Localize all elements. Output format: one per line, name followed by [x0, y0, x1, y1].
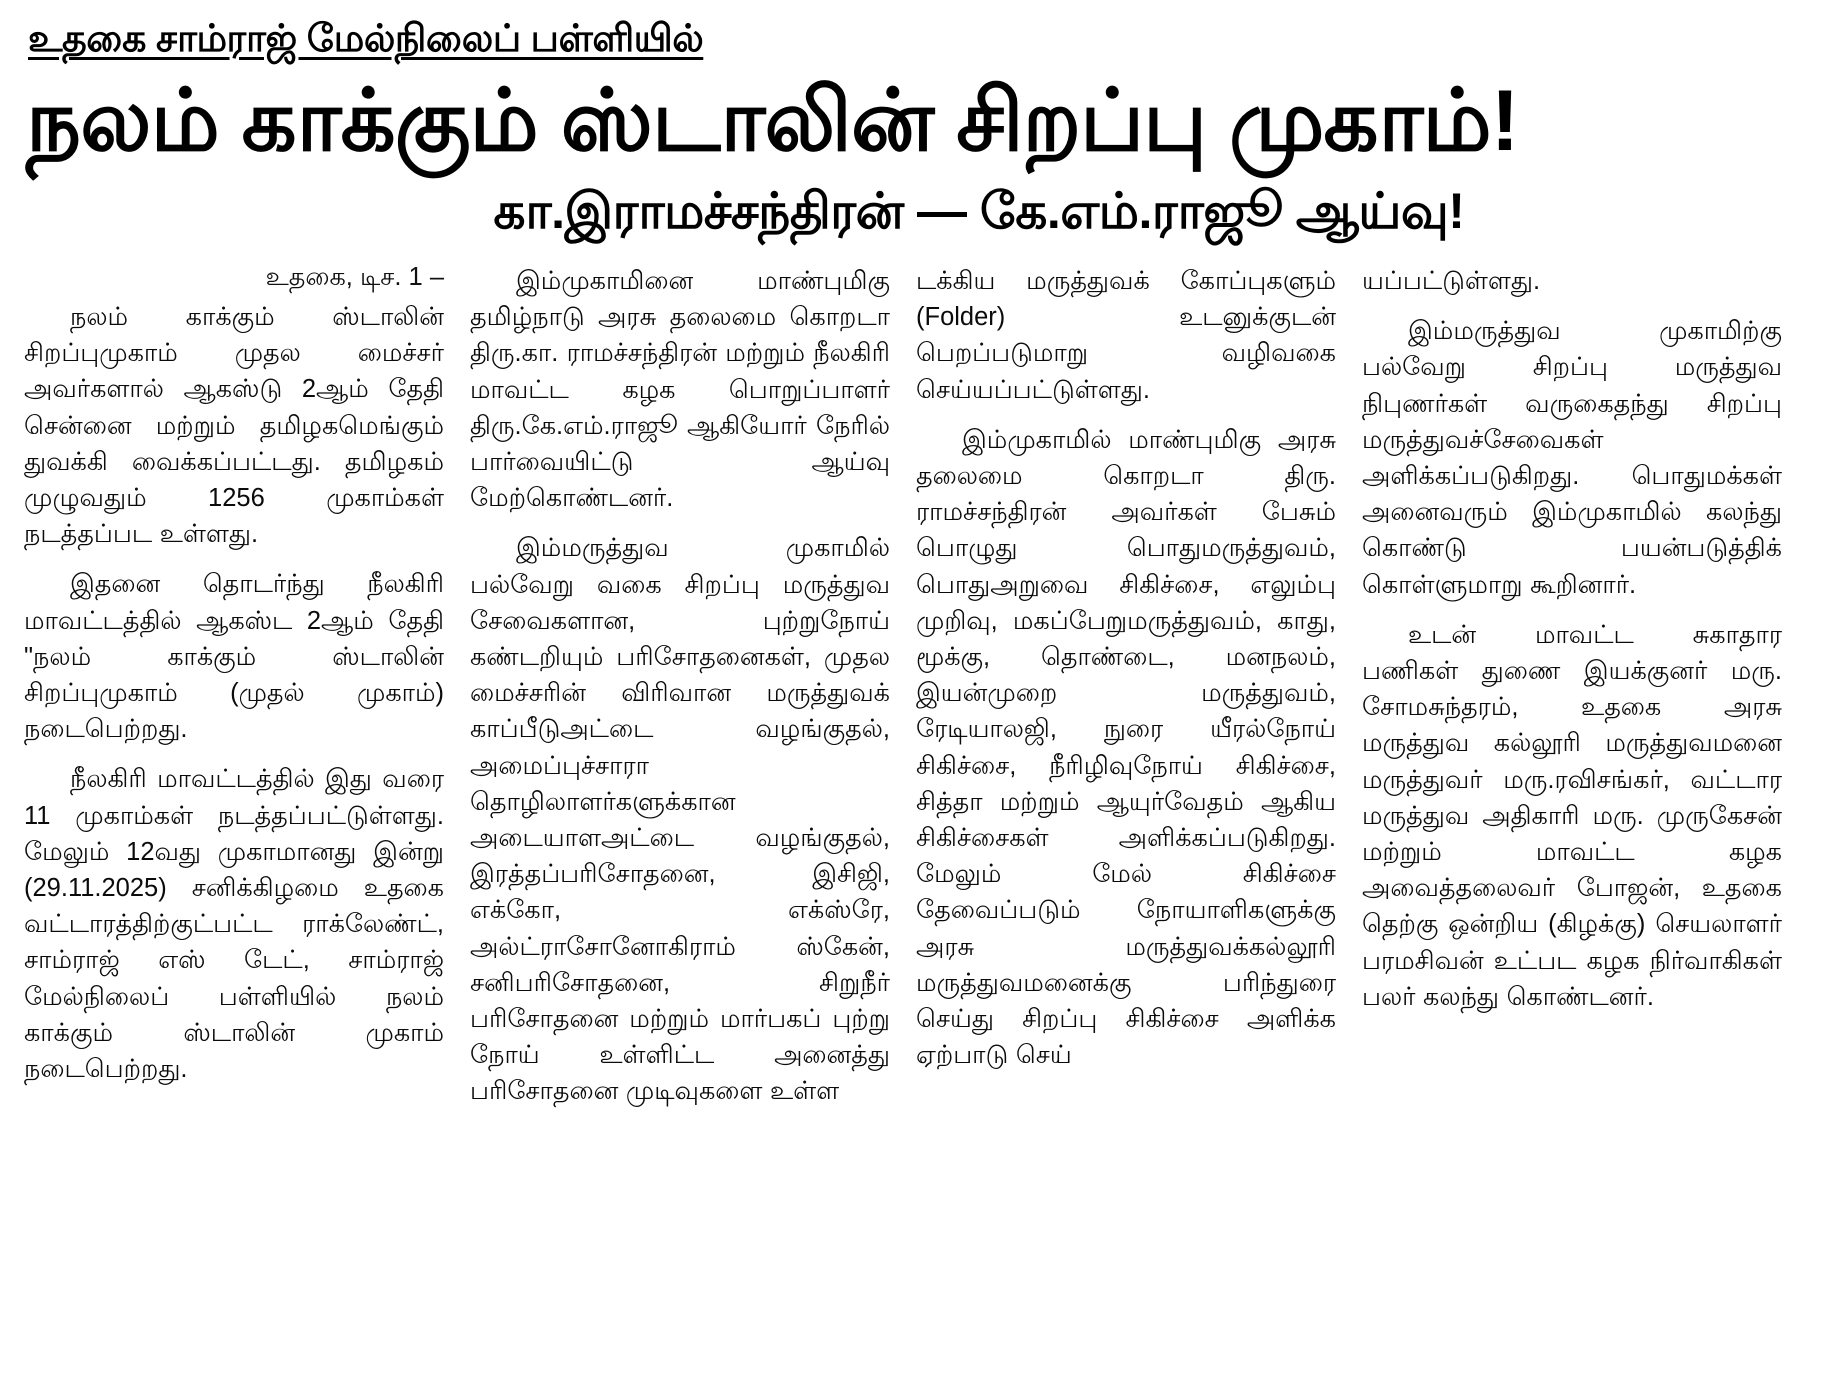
paragraph: இம்மருத்துவ முகாமிற்கு பல்வேறு சிறப்பு மருத்துவ நிபுணர்கள் வருகைதந்து சிறப்பு மருத்துவச்சேவைகள் அளிக்கப்படுகிறது. பொதுமக்கள் அனைவரும் இம்முகாமில் கலந்து கொண்டு பயன்படுத்திக் கொள்ளுமாறு கூறினார். [1362, 317, 1782, 599]
paragraph: டக்கிய மருத்துவக் கோப்புகளும் (Folder) உடனுக்குடன் பெறப்படுமாறு வழிவகை செய்யப்பட்டுள்ளது. [916, 266, 1336, 404]
paragraph: இம்முகாமினை மாண்புமிகு தமிழ்நாடு அரசு தலைமை கொறடா திரு.கா. ராமச்சந்திரன் மற்றும் நீலகிரி மாவட்ட கழக பொறுப்பாளர் திரு.கே.எம்.ராஜூ ஆகியோர் நேரில் பார்வையிட்டு ஆய்வு மேற்கொண்டனர். [470, 266, 890, 513]
article-kicker: உதகை சாம்ராஜ் மேல்நிலைப் பள்ளியில் [28, 18, 704, 60]
article-column-4 [1362, 263, 1782, 1029]
paragraph: நலம் காக்கும் ஸ்டாலின் சிறப்புமுகாம் முதல மைச்சர் அவர்களால் ஆகஸ்டு 2ஆம் தேதி சென்னை மற்றும் தமிழகமெங்கும் துவக்கி வைக்கப்பட்டது. தமிழகம் முழுவதும் 1256 முகாம்கள் நடத்தப்பட உள்ளது. [24, 302, 444, 549]
paragraph: இம்மருத்துவ முகாமில் பல்வேறு வகை சிறப்பு மருத்துவ சேவைகளான, புற்றுநோய் கண்டறியும் பரிசோதனைகள், முதல மைச்சரின் விரிவான மருத்துவக் காப்பீடுஅட்டை வழங்குதல், அமைப்புச்சாரா தொழிலாளர்களுக்கான அடையாளஅட்டை வழங்குதல், இரத்தப்பரிசோதனை, இசிஜி, எக்கோ, எக்ஸ்ரே, அல்ட்ராசோனோகிராம் ஸ்கேன், சனிபரிசோதனை, சிறுநீர் பரிசோதனை மற்றும் மார்பகப் புற்று நோய் உள்ளிட்ட அனைத்து பரிசோதனை முடிவுகளை உள்ள [470, 534, 890, 1106]
paragraph: உடன் மாவட்ட சுகாதார பணிகள் துணை இயக்குனர் மரு. சோமசுந்தரம், உதகை அரசு மருத்துவ கல்லூரி மருத்துவமனை மருத்துவர் மரு.ரவிசங்கர், வட்டார மருத்துவ அதிகாரி மரு. முருகேசன் மற்றும் மாவட்ட கழக அவைத்தலைவர் போஜன், உதகை தெற்கு ஒன்றிய (கிழக்கு) செயலாளர் பரமசிவன் உட்பட கழக நிர்வாகிகள் பலர் கலந்து கொண்டனர். [1362, 620, 1782, 1011]
article-headline: நலம் காக்கும் ஸ்டாலின் சிறப்பு முகாம்! [26, 72, 1519, 169]
article-column-3 [916, 263, 1336, 1087]
paragraph: இதனை தொடர்ந்து நீலகிரி மாவட்டத்தில் ஆகஸ்ட 2ஆம் தேதி "நலம் காக்கும் ஸ்டாலின் சிறப்புமுகாம் (முதல் முகாம்) நடைபெற்றது. [24, 570, 444, 744]
paragraph: நீலகிரி மாவட்டத்தில் இது வரை 11 முகாம்கள் நடத்தப்பட்டுள்ளது. மேலும் 12வது முகாமானது இன்று (29.11.2025) சனிக்கிழமை உதகை வட்டாரத்திற்குட்பட்ட ராக்லேண்ட், சாம்ராஜ் எஸ் டேட், சாம்ராஜ் மேல்நிலைப் பள்ளியில் நலம் காக்கும் ஸ்டாலின் முகாம் நடைபெற்றது. [24, 765, 444, 1084]
article-subheadline: கா.இராமச்சந்திரன் — கே.எம்.ராஜூ ஆய்வு! [493, 182, 1465, 239]
article-dateline: உதகை, டிச. 1 – [265, 262, 444, 291]
paragraph: இம்முகாமில் மாண்புமிகு அரசு தலைமை கொறடா திரு. ராமச்சந்திரன் அவர்கள் பேசும் பொழுது பொதுமருத்துவம், பொதுஅறுவை சிகிச்சை, எலும்பு முறிவு, மகப்பேறுமருத்துவம், காது, மூக்கு, தொண்டை, மனநலம், இயன்முறை மருத்துவம், ரேடியாலஜி, நுரை யீரல்நோய் சிகிச்சை, நீரிழிவுநோய் சிகிச்சை, சித்தா மற்றும் ஆயுர்வேதம் ஆகிய சிகிச்சைகள் அளிக்கப்படுகிறது. மேலும் மேல் சிகிச்சை தேவைப்படும் நோயாளிகளுக்கு அரசு மருத்துவக்கல்லூரி மருத்துவமனைக்கு பரிந்துரை செய்து சிறப்பு சிகிச்சை அளிக்க ஏற்பாடு செய் [916, 425, 1336, 1070]
article-column-2 [470, 263, 890, 1124]
paragraph: யப்பட்டுள்ளது. [1362, 266, 1541, 295]
article-body-columns [24, 263, 1814, 1124]
article-column-1 [24, 263, 444, 1101]
